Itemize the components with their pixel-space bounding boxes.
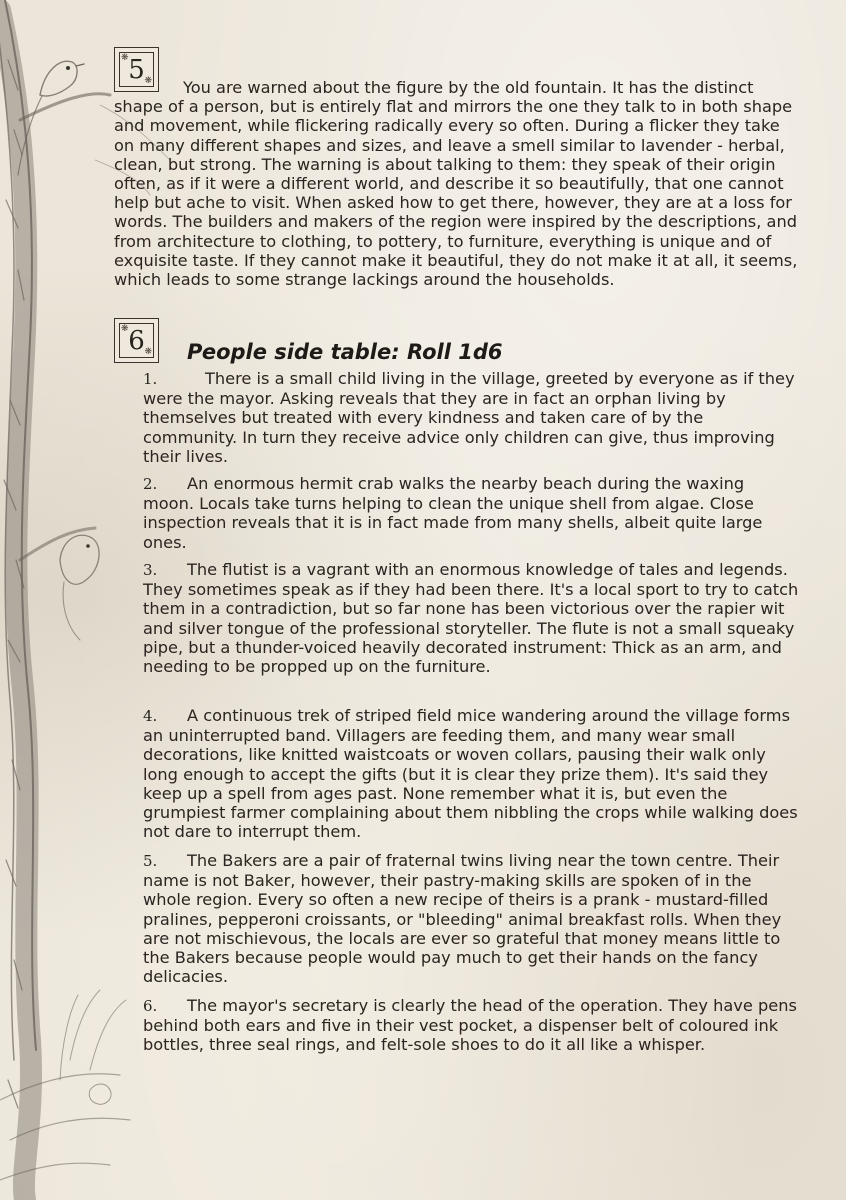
entry-5-text: You are warned about the figure by the old fountain. It has the distinct shape of a person, but is entirely flat and mirrors the one they talk to in both shape and movement, while flickering radically every so often. During a flicker they take on many different shapes and sizes, and leave a smell similar to lavender - herbal, clean, but strong. The warning is about talking to them: they speak of their origin often, as if it were a different world, and describe it so beautifully, that one cannot help but ache to visit. When asked how to get there, however, they are at a loss for words. The builders and makers of the region were inspired by the descriptions, and from architecture to clothing, to pottery, to furniture, everything is unique and of exquisite taste. If they cannot make it beautiful, they do not make it at all, it seems, which leads to some strange lackings around the households.	[114, 78, 798, 290]
item-number: 1.	[143, 370, 158, 388]
entry-6-marker	[114, 318, 159, 363]
item-text: An enormous hermit crab walks the nearby beach during the waxing moon. Locals take turns helping to clean the unique shell from algae. Close inspection reveals that it is in fact made from many shells, albeit quite large ones.	[143, 474, 763, 552]
entry-5-marker	[114, 47, 159, 92]
item-text: The mayor's secretary is clearly the head of the operation. They have pens behind both ears and five in their vest pocket, a dispenser belt of coloured ink bottles, three seal rings, and felt-sole shoes to do it all like a whisper.	[143, 996, 797, 1055]
item-number: 3.	[143, 561, 158, 579]
entry-6-marker-number: ❋ 6 ❋	[119, 323, 154, 358]
table-item-3	[143, 560, 800, 676]
item-text: A continuous trek of striped field mice wandering around the village forms an uninterrupted band. Villagers are feeding them, and many wear small decorations, like knitted waistcoats or woven collars, pausing their walk only long enough to accept the gifts (but it is clear they prize them). It's said they keep up a spell from ages past. None remember what it is, but even the grumpiest farmer complaining about them nibbling the crops while walking does not dare to interrupt them.	[143, 706, 798, 842]
entry-5	[114, 47, 800, 289]
table-item-2	[143, 474, 800, 552]
entry-6	[114, 318, 800, 364]
item-number: 5.	[143, 852, 158, 870]
item-number: 6.	[143, 997, 158, 1015]
item-number: 2.	[143, 475, 158, 493]
entry-5-marker-number: ❋ 5 ❋	[119, 52, 154, 87]
item-number: 4.	[143, 707, 158, 725]
item-text: There is a small child living in the village, greeted by everyone as if they were the mayor. Asking reveals that they are in fact an orphan living by themselves but treated with every kindness and taken care of by the community. In turn they receive advice only children can give, thus improving their lives.	[143, 369, 795, 466]
table-item-1	[143, 369, 800, 466]
table-item-6	[143, 996, 800, 1055]
item-text: The flutist is a vagrant with an enormous knowledge of tales and legends. They sometimes speak as if they had been there. It's a local sport to try to catch them in a contradiction, but so far none has been victorious over the rapier wit and silver tongue of the professional storyteller. The flute is not a small squeaky pipe, but a thunder-voiced heavily decorated instrument: Thick as an arm, and needing to be propped up on the furniture.	[143, 560, 799, 677]
people-table-heading: People side table: Roll 1d6	[187, 340, 503, 364]
table-item-4	[143, 706, 800, 841]
item-text: The Bakers are a pair of fraternal twins living near the town centre. Their name is not Baker, however, their pastry-making skills are spoken of in the whole region. Every so often a new recipe of theirs is a prank - mustard-filled pralines, pepperoni croissants, or "bleeding" animal breakfast rolls. When they are not mischievous, the locals are ever so grateful that money means little to the Bakers because people would pay much to get their hands on the fancy delicacies.	[143, 851, 782, 987]
table-item-5	[143, 851, 800, 986]
